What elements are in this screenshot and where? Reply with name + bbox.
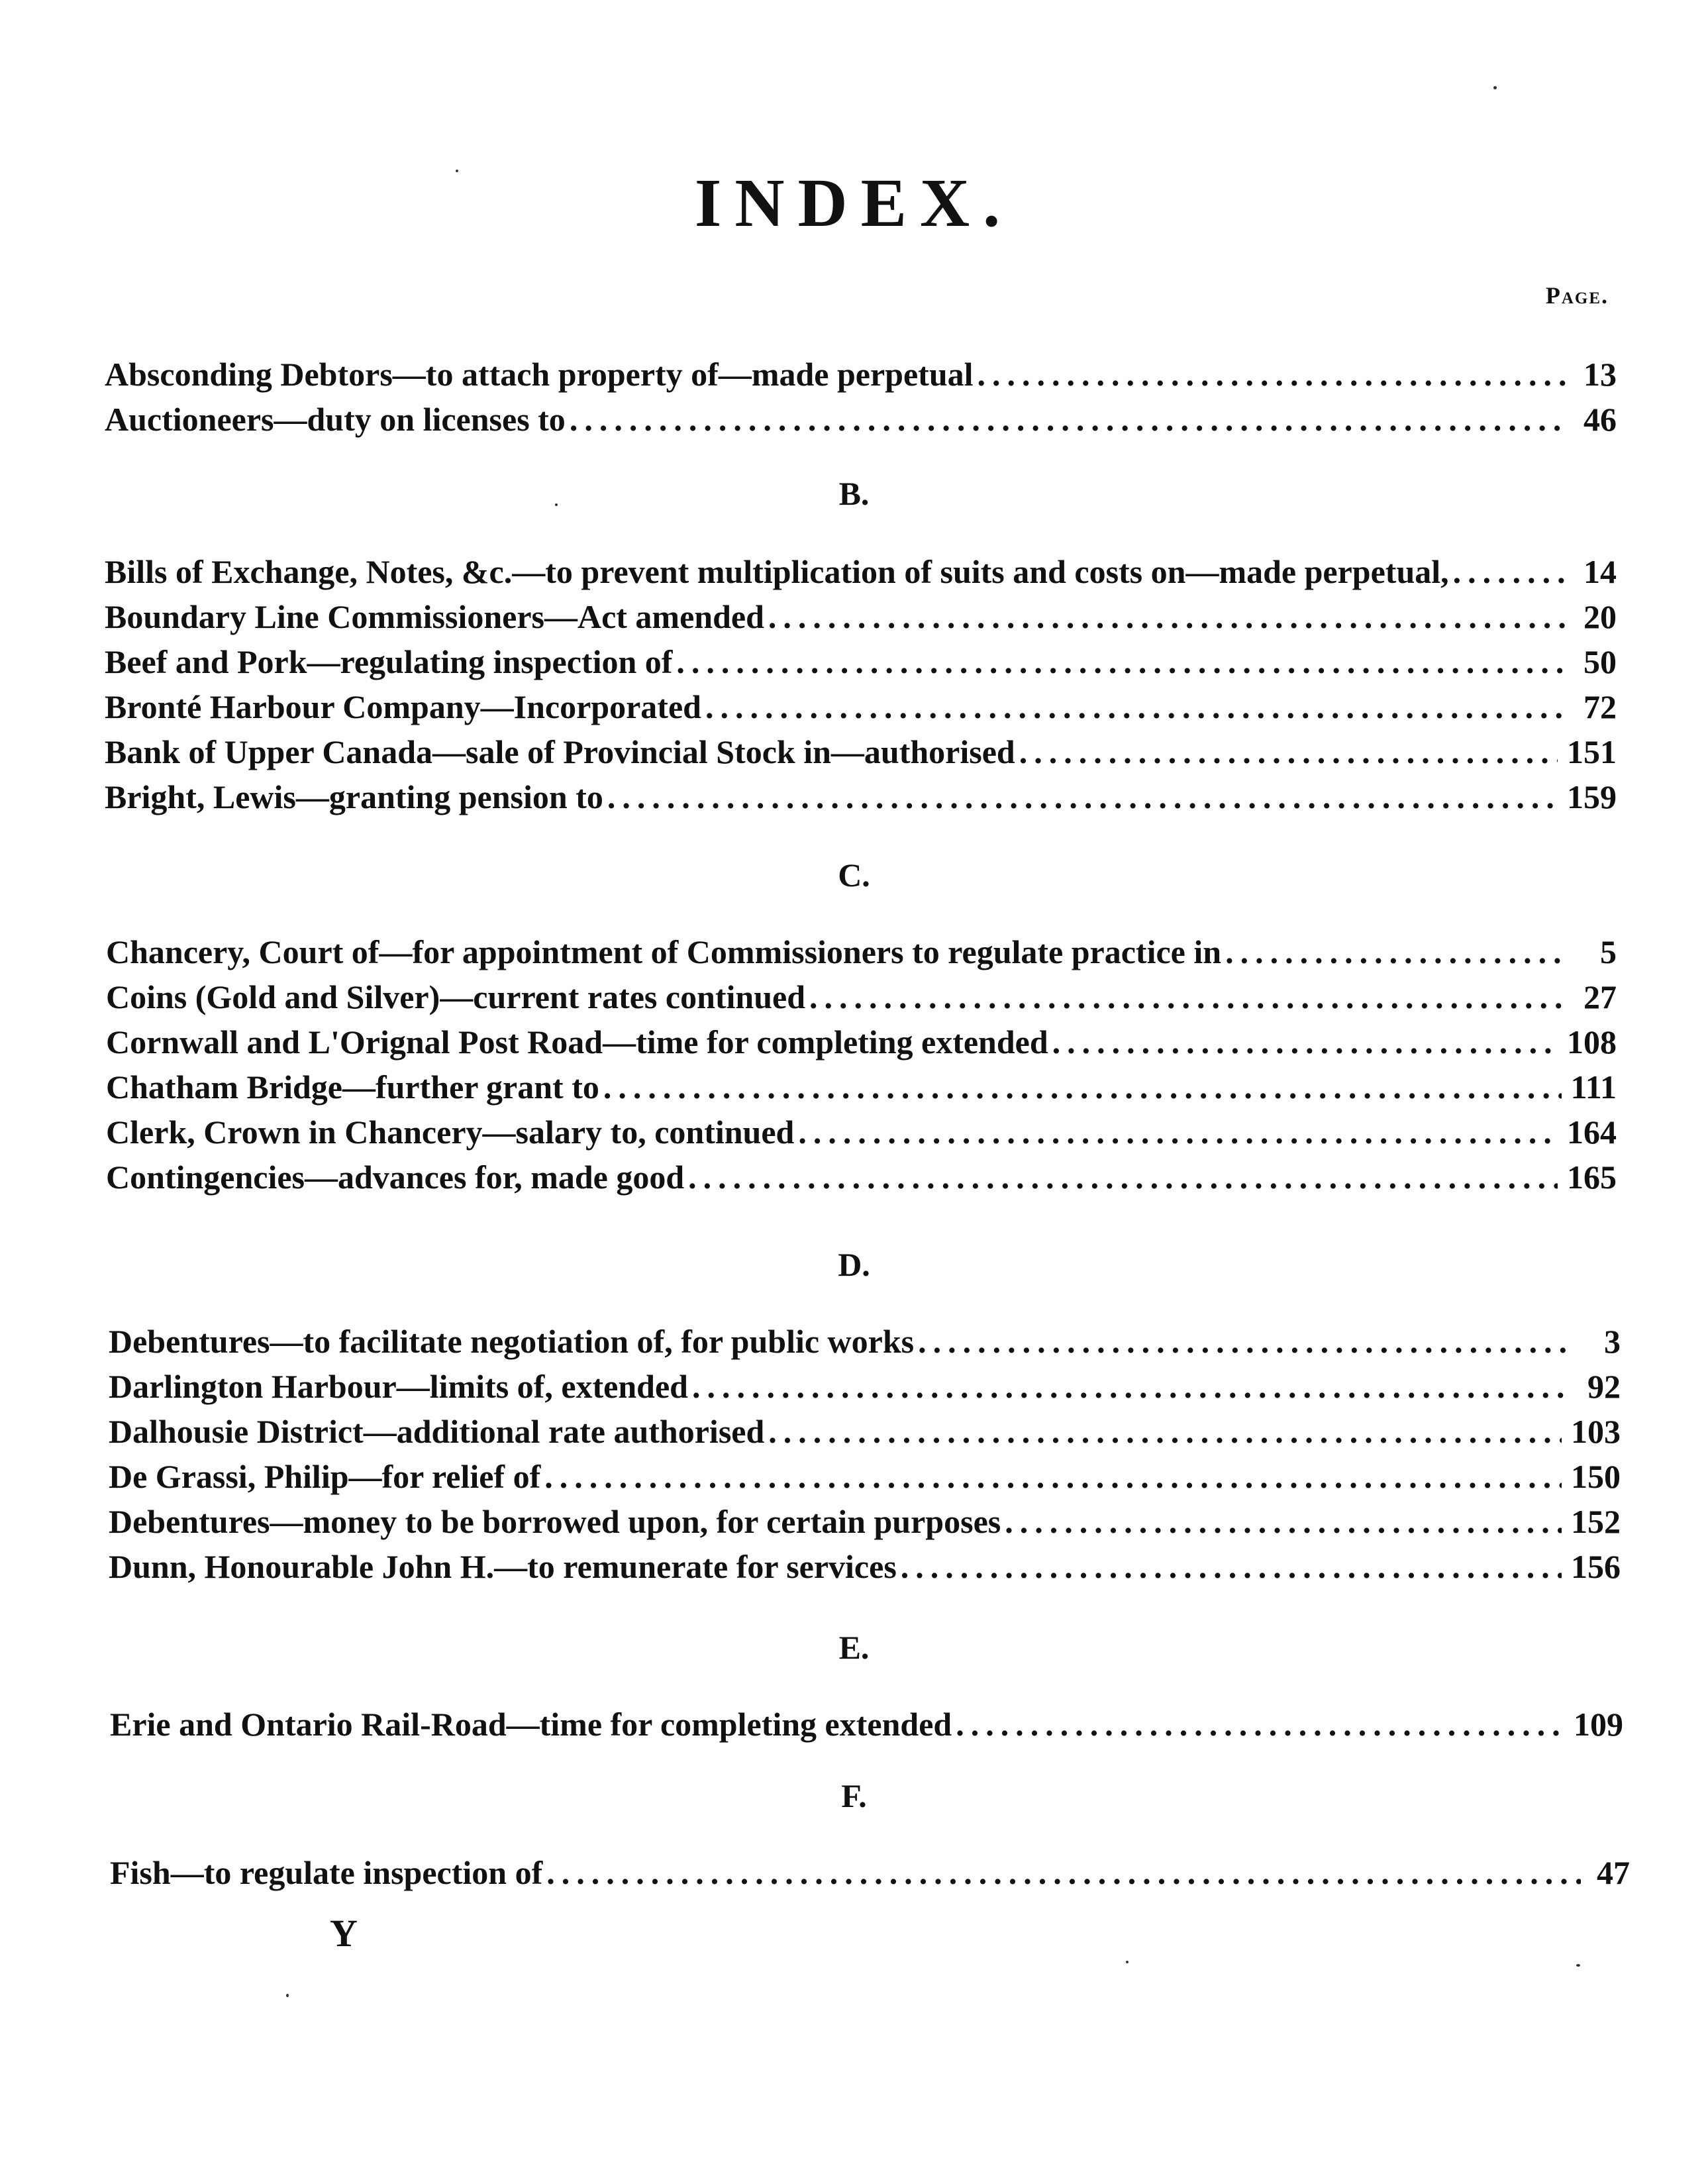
scan-speck bbox=[1493, 86, 1497, 89]
page-title: INDEX. bbox=[694, 165, 1014, 241]
scan-speck bbox=[1576, 1964, 1580, 1967]
section-letter-c: C. bbox=[838, 856, 870, 894]
dot-leader bbox=[901, 1550, 1562, 1583]
index-entry bbox=[109, 1505, 1621, 1538]
dot-leader bbox=[546, 1856, 1581, 1889]
dot-leader bbox=[692, 1370, 1572, 1403]
dot-leader bbox=[798, 1115, 1558, 1149]
index-entry bbox=[105, 600, 1617, 633]
index-entry bbox=[109, 1415, 1621, 1448]
entry-page-number: 111 bbox=[1570, 1068, 1617, 1106]
entry-text: Fish—to regulate inspection of bbox=[110, 1854, 543, 1891]
dot-leader bbox=[603, 1070, 1562, 1104]
entry-text: Clerk, Crown in Chancery—salary to, continued bbox=[106, 1113, 795, 1151]
entry-text: Bank of Upper Canada—sale of Provincial Stock in—authorised bbox=[105, 733, 1015, 770]
entry-page-number: 92 bbox=[1587, 1368, 1621, 1405]
index-entry bbox=[110, 1856, 1630, 1889]
scan-speck bbox=[286, 1994, 289, 1997]
entry-text: Debentures—to facilitate negotiation of, for public works bbox=[109, 1323, 915, 1360]
dot-leader bbox=[956, 1708, 1564, 1741]
page-column-label: Page. bbox=[1545, 282, 1609, 309]
entry-page-number: 159 bbox=[1567, 778, 1617, 815]
dot-leader bbox=[1019, 735, 1558, 768]
signature-mark: Y bbox=[330, 1912, 358, 1955]
entry-page-number: 13 bbox=[1583, 356, 1617, 393]
entry-text: Coins (Gold and Silver)—current rates continued bbox=[106, 978, 806, 1015]
section-letter-f: F. bbox=[841, 1777, 867, 1814]
dot-leader bbox=[1052, 1025, 1558, 1059]
entry-page-number: 150 bbox=[1571, 1458, 1621, 1495]
entry-text: Auctioneers—duty on licenses to bbox=[105, 401, 566, 438]
dot-leader bbox=[705, 690, 1568, 723]
dot-leader bbox=[607, 780, 1558, 813]
index-entry bbox=[105, 555, 1617, 588]
scan-speck bbox=[555, 503, 558, 506]
entry-text: Bright, Lewis—granting pension to bbox=[105, 778, 603, 815]
entry-page-number: 20 bbox=[1583, 598, 1617, 635]
entry-text: Bills of Exchange, Notes, &c.—to prevent multiplication of suits and costs on—made perpetual, bbox=[105, 553, 1449, 590]
dot-leader bbox=[918, 1325, 1572, 1358]
index-entry bbox=[110, 1708, 1623, 1741]
entry-text: De Grassi, Philip—for relief of bbox=[109, 1458, 541, 1495]
entry-page-number: 46 bbox=[1583, 401, 1617, 438]
index-entry bbox=[109, 1550, 1621, 1583]
dot-leader bbox=[1453, 555, 1568, 588]
entry-text: Chancery, Court of—for appointment of Commissioners to regulate practice in bbox=[106, 933, 1222, 970]
dot-leader bbox=[809, 980, 1568, 1013]
dot-leader bbox=[688, 1161, 1558, 1194]
index-entry bbox=[105, 645, 1617, 678]
index-entry bbox=[105, 690, 1617, 723]
entry-page-number: 151 bbox=[1567, 733, 1617, 770]
index-entry bbox=[105, 403, 1617, 436]
index-entry bbox=[105, 735, 1617, 768]
entry-page-number: 164 bbox=[1567, 1113, 1617, 1151]
dot-leader bbox=[676, 645, 1568, 678]
index-entry bbox=[106, 1025, 1617, 1059]
entry-page-number: 50 bbox=[1583, 643, 1617, 680]
index-entry bbox=[105, 358, 1617, 391]
index-entry bbox=[106, 1115, 1617, 1149]
index-entry bbox=[106, 980, 1617, 1013]
entry-text: Boundary Line Commissioners—Act amended bbox=[105, 598, 764, 635]
dot-leader bbox=[768, 1415, 1562, 1448]
index-entry bbox=[109, 1325, 1621, 1358]
index-entry bbox=[109, 1460, 1621, 1493]
entry-page-number: 72 bbox=[1583, 688, 1617, 725]
entry-page-number: 109 bbox=[1574, 1706, 1623, 1743]
dot-leader bbox=[978, 358, 1568, 391]
entry-page-number: 47 bbox=[1597, 1854, 1630, 1891]
entry-text: Dalhousie District—additional rate authorised bbox=[109, 1413, 765, 1450]
dot-leader bbox=[570, 403, 1568, 436]
entry-text: Contingencies—advances for, made good bbox=[106, 1159, 685, 1196]
dot-leader bbox=[1005, 1505, 1562, 1538]
section-letter-b: B. bbox=[838, 475, 870, 512]
entry-page-number: 156 bbox=[1571, 1548, 1621, 1585]
scan-speck bbox=[456, 170, 458, 172]
entry-page-number: 14 bbox=[1583, 553, 1617, 590]
index-entry bbox=[106, 1070, 1617, 1104]
index-entry bbox=[106, 1161, 1617, 1194]
section-letter-d: D. bbox=[838, 1246, 870, 1283]
entry-page-number: 27 bbox=[1583, 978, 1617, 1015]
entry-text: Dunn, Honourable John H.—to remunerate for services bbox=[109, 1548, 897, 1585]
entry-text: Beef and Pork—regulating inspection of bbox=[105, 643, 673, 680]
entry-page-number: 3 bbox=[1604, 1323, 1621, 1360]
entry-text: Bronté Harbour Company—Incorporated bbox=[105, 688, 701, 725]
entry-text: Darlington Harbour—limits of, extended bbox=[109, 1368, 688, 1405]
entry-page-number: 103 bbox=[1571, 1413, 1621, 1450]
entry-text: Cornwall and L'Orignal Post Road—time for completing extended bbox=[106, 1023, 1048, 1061]
entry-page-number: 165 bbox=[1567, 1159, 1617, 1196]
scan-speck bbox=[1126, 1961, 1129, 1963]
index-entry bbox=[109, 1370, 1621, 1403]
index-entry bbox=[106, 935, 1617, 968]
section-letter-e: E. bbox=[838, 1629, 870, 1666]
entry-text: Absconding Debtors—to attach property of—made perpetual bbox=[105, 356, 974, 393]
index-entry bbox=[105, 780, 1617, 813]
entry-page-number: 5 bbox=[1600, 933, 1617, 970]
entry-page-number: 108 bbox=[1567, 1023, 1617, 1061]
entry-page-number: 152 bbox=[1571, 1503, 1621, 1540]
dot-leader bbox=[768, 600, 1568, 633]
entry-text: Chatham Bridge—further grant to bbox=[106, 1068, 599, 1106]
dot-leader bbox=[1225, 935, 1568, 968]
entry-text: Erie and Ontario Rail-Road—time for completing extended bbox=[110, 1706, 952, 1743]
entry-text: Debentures—money to be borrowed upon, for certain purposes bbox=[109, 1503, 1001, 1540]
dot-leader bbox=[544, 1460, 1562, 1493]
